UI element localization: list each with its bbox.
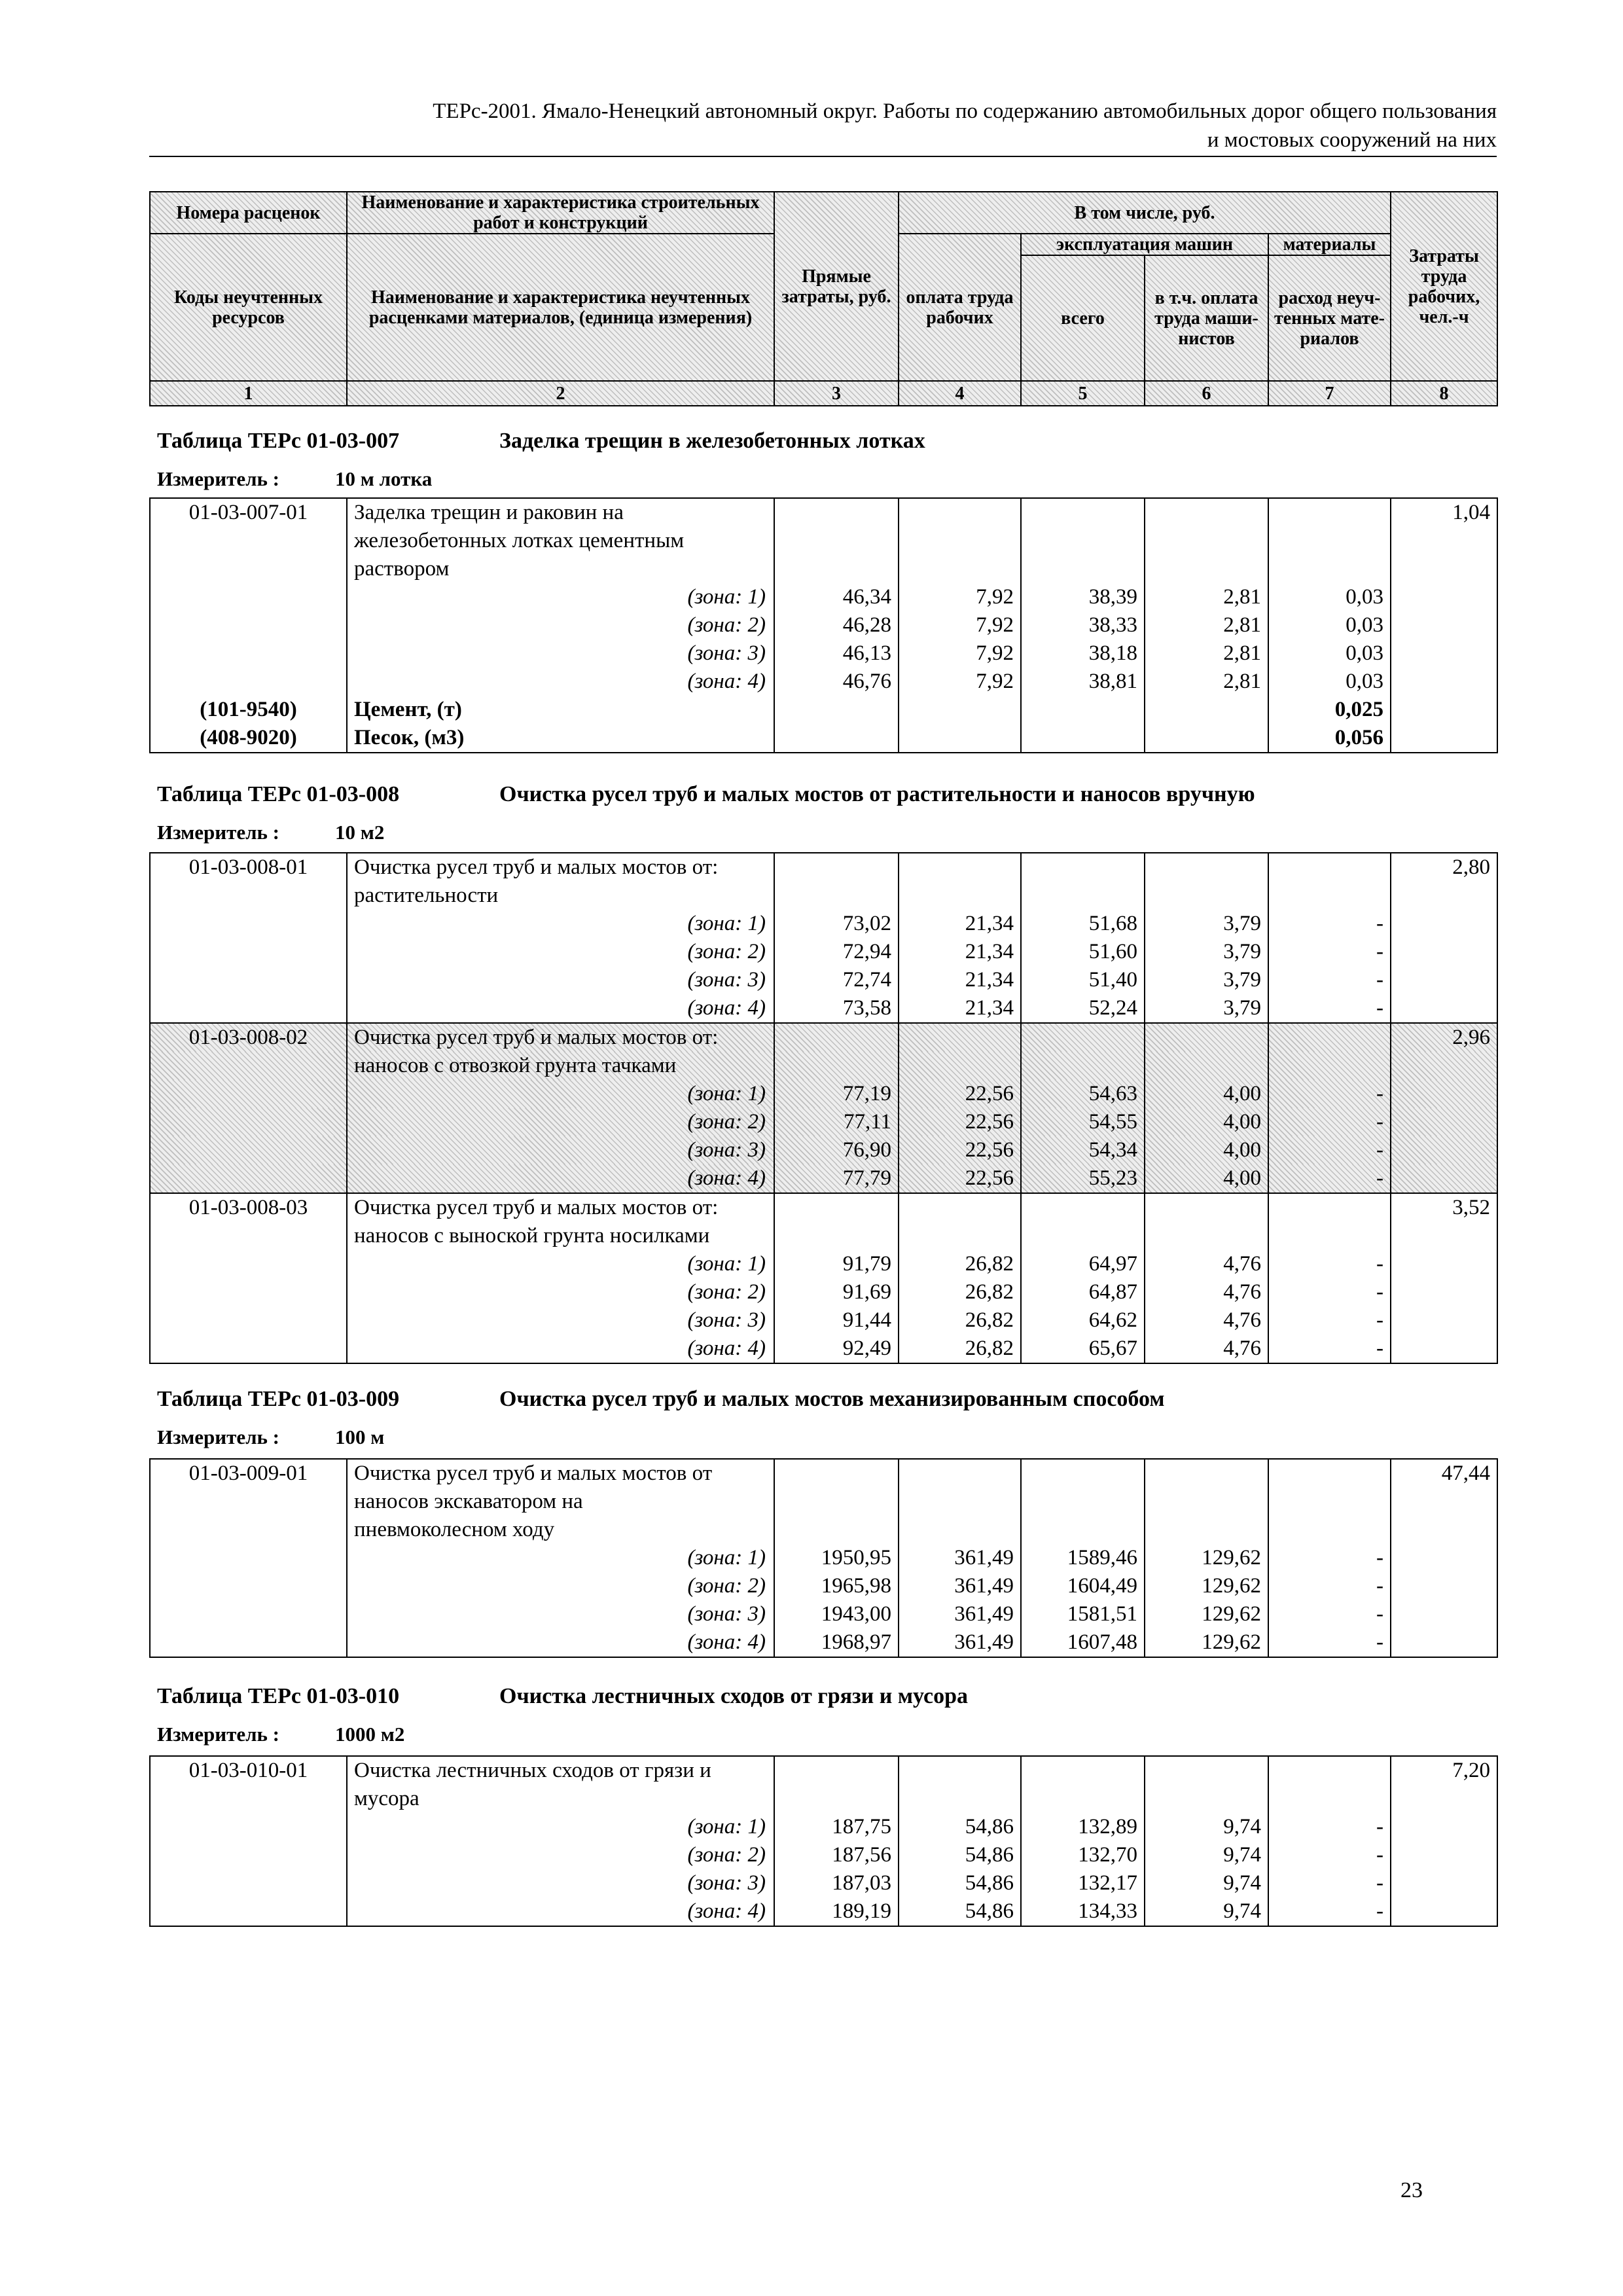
- zone-label: (зона: 3): [347, 1306, 774, 1335]
- direct-costs: 72,94: [774, 938, 899, 966]
- unaccounted-materials: 0,03: [1268, 639, 1391, 668]
- machine-total: 1581,51: [1021, 1600, 1145, 1628]
- resource-name: Цемент, (т): [347, 696, 774, 724]
- work-description: Заделка трещин и раковин на: [347, 498, 774, 527]
- work-description: железобетонных лотках цементным: [347, 527, 774, 555]
- direct-costs: 76,90: [774, 1136, 899, 1164]
- machine-total: 1607,48: [1021, 1628, 1145, 1657]
- direct-costs: 77,11: [774, 1108, 899, 1136]
- zone-label: (зона: 3): [347, 966, 774, 994]
- rate-code: 01-03-007-01: [150, 498, 347, 527]
- machine-total: 54,34: [1021, 1136, 1145, 1164]
- zone-label: (зона: 4): [347, 668, 774, 696]
- machine-total: 51,40: [1021, 966, 1145, 994]
- labor-costs: 2,80: [1391, 853, 1497, 882]
- table-meter: [157, 1426, 384, 1449]
- zone-label: (зона: 4): [347, 1164, 774, 1193]
- work-description: Очистка русел труб и малых мостов от: [347, 1459, 774, 1488]
- labor-pay: 7,92: [899, 611, 1021, 639]
- labor-pay: 21,34: [899, 910, 1021, 938]
- table-row: [150, 583, 1497, 611]
- table-row: [150, 966, 1497, 994]
- col-machine-total: всего: [1021, 255, 1145, 381]
- table-meter: [157, 1723, 404, 1746]
- table-title: [157, 781, 1255, 808]
- machine-total: 64,62: [1021, 1306, 1145, 1335]
- unaccounted-materials: 0,03: [1268, 668, 1391, 696]
- zone-label: (зона: 2): [347, 1108, 774, 1136]
- work-description: мусора: [347, 1785, 774, 1813]
- labor-pay: 21,34: [899, 938, 1021, 966]
- labor-pay: 7,92: [899, 668, 1021, 696]
- unaccounted-materials: 0,03: [1268, 583, 1391, 611]
- machinist-pay: 2,81: [1145, 611, 1268, 639]
- table-title-text: Заделка трещин в железобетонных лотках: [499, 429, 925, 453]
- table-meter: [157, 467, 432, 491]
- rates-table: [149, 497, 1498, 753]
- machine-total: 1589,46: [1021, 1544, 1145, 1572]
- table-row: [150, 1488, 1497, 1516]
- table-title: [157, 1386, 1165, 1412]
- rate-code: 01-03-008-03: [150, 1193, 347, 1222]
- table-row: [150, 668, 1497, 696]
- unaccounted-materials: -: [1268, 1080, 1391, 1108]
- direct-costs: 187,56: [774, 1841, 899, 1869]
- labor-pay: 26,82: [899, 1335, 1021, 1363]
- direct-costs: 91,44: [774, 1306, 899, 1335]
- labor-pay: 361,49: [899, 1600, 1021, 1628]
- direct-costs: 187,75: [774, 1813, 899, 1841]
- direct-costs: 46,28: [774, 611, 899, 639]
- labor-pay: 54,86: [899, 1897, 1021, 1926]
- machinist-pay: 4,76: [1145, 1306, 1268, 1335]
- table-meter: [157, 821, 384, 844]
- table-row: [150, 1756, 1497, 1785]
- labor-costs: 47,44: [1391, 1459, 1497, 1488]
- direct-costs: 73,02: [774, 910, 899, 938]
- zone-label: (зона: 4): [347, 994, 774, 1023]
- machinist-pay: 9,74: [1145, 1897, 1268, 1926]
- direct-costs: 1965,98: [774, 1572, 899, 1600]
- table-row: [150, 1516, 1497, 1544]
- zone-label: (зона: 2): [347, 611, 774, 639]
- unaccounted-materials: -: [1268, 1572, 1391, 1600]
- table-row: [150, 1813, 1497, 1841]
- direct-costs: 91,69: [774, 1278, 899, 1306]
- meter-value: 100 м: [335, 1426, 385, 1448]
- zone-label: (зона: 1): [347, 583, 774, 611]
- meter-value: 10 м лотка: [335, 467, 433, 490]
- table-row: [150, 1335, 1497, 1363]
- unaccounted-materials: -: [1268, 1335, 1391, 1363]
- machine-total: 38,18: [1021, 639, 1145, 668]
- table-row: [150, 1785, 1497, 1813]
- resource-quantity: 0,056: [1268, 724, 1391, 753]
- machine-total: 54,63: [1021, 1080, 1145, 1108]
- direct-costs: 92,49: [774, 1335, 899, 1363]
- unaccounted-materials: -: [1268, 1628, 1391, 1657]
- table-label: Таблица ТЕРс 01-03-008: [157, 782, 400, 806]
- table-row: [150, 1628, 1497, 1657]
- table-row: [150, 1600, 1497, 1628]
- machine-total: 54,55: [1021, 1108, 1145, 1136]
- labor-pay: 22,56: [899, 1136, 1021, 1164]
- machine-total: 64,97: [1021, 1250, 1145, 1278]
- labor-costs: 3,52: [1391, 1193, 1497, 1222]
- unaccounted-materials: -: [1268, 1841, 1391, 1869]
- zone-label: (зона: 3): [347, 1136, 774, 1164]
- labor-pay: 54,86: [899, 1841, 1021, 1869]
- machinist-pay: 3,79: [1145, 966, 1268, 994]
- machine-total: 134,33: [1021, 1897, 1145, 1926]
- table-row: [150, 1222, 1497, 1250]
- direct-costs: 72,74: [774, 966, 899, 994]
- direct-costs: 46,13: [774, 639, 899, 668]
- direct-costs: 1950,95: [774, 1544, 899, 1572]
- rate-code: 01-03-008-01: [150, 853, 347, 882]
- zone-label: (зона: 1): [347, 1813, 774, 1841]
- col-rate-numbers: Номера расценок: [150, 192, 347, 234]
- col-number-3: 3: [774, 381, 899, 406]
- table-row: [150, 1869, 1497, 1897]
- table-row: [150, 938, 1497, 966]
- col-work-name: Наименование и характеристика строительных работ и конструкций: [347, 192, 774, 234]
- table-label: Таблица ТЕРс 01-03-009: [157, 1387, 400, 1411]
- table-row: [150, 853, 1497, 882]
- col-unaccounted-materials: расход неуч-тенных мате-риалов: [1268, 255, 1391, 381]
- col-machinist-pay: в т.ч. оплата труда маши-нистов: [1145, 255, 1268, 381]
- direct-costs: 1968,97: [774, 1628, 899, 1657]
- direct-costs: 46,76: [774, 668, 899, 696]
- labor-pay: 22,56: [899, 1080, 1021, 1108]
- work-description: Очистка русел труб и малых мостов от:: [347, 1023, 774, 1052]
- work-description: Очистка лестничных сходов от грязи и: [347, 1756, 774, 1785]
- work-description: Очистка русел труб и малых мостов от:: [347, 1193, 774, 1222]
- unaccounted-materials: -: [1268, 994, 1391, 1023]
- machine-total: 38,39: [1021, 583, 1145, 611]
- table-row: [150, 1544, 1497, 1572]
- work-description: Очистка русел труб и малых мостов от:: [347, 853, 774, 882]
- zone-label: (зона: 3): [347, 1600, 774, 1628]
- page-header-line-1: ТЕРс-2001. Ямало-Ненецкий автономный округ. Работы по содержанию автомобильных дорог общего пользования: [433, 99, 1497, 123]
- machine-total: 55,23: [1021, 1164, 1145, 1193]
- labor-pay: 361,49: [899, 1628, 1021, 1657]
- machinist-pay: 9,74: [1145, 1813, 1268, 1841]
- labor-pay: 22,56: [899, 1108, 1021, 1136]
- resource-name: Песок, (м3): [347, 724, 774, 753]
- table-row: [150, 1193, 1497, 1222]
- column-header-table: [149, 191, 1498, 406]
- machinist-pay: 129,62: [1145, 1628, 1268, 1657]
- col-labor-pay: оплата труда рабочих: [899, 234, 1021, 381]
- col-number-4: 4: [899, 381, 1021, 406]
- col-number-7: 7: [1268, 381, 1391, 406]
- unaccounted-materials: -: [1268, 1600, 1391, 1628]
- zone-label: (зона: 1): [347, 1080, 774, 1108]
- rate-code: 01-03-009-01: [150, 1459, 347, 1488]
- labor-pay: 26,82: [899, 1250, 1021, 1278]
- machinist-pay: 129,62: [1145, 1572, 1268, 1600]
- zone-label: (зона: 4): [347, 1897, 774, 1926]
- meter-label: Измеритель :: [157, 1723, 279, 1746]
- table-row: [150, 1459, 1497, 1488]
- table-row: [150, 498, 1497, 527]
- table-row: [150, 724, 1497, 753]
- machinist-pay: 2,81: [1145, 639, 1268, 668]
- table-title: [157, 428, 925, 454]
- machinist-pay: 4,00: [1145, 1080, 1268, 1108]
- labor-pay: 361,49: [899, 1572, 1021, 1600]
- machine-total: 51,68: [1021, 910, 1145, 938]
- table-row: [150, 1052, 1497, 1080]
- col-direct-costs: Прямые затраты, руб.: [774, 192, 899, 381]
- direct-costs: 189,19: [774, 1897, 899, 1926]
- col-number-8: 8: [1391, 381, 1497, 406]
- machinist-pay: 2,81: [1145, 583, 1268, 611]
- machinist-pay: 129,62: [1145, 1600, 1268, 1628]
- meter-label: Измеритель :: [157, 467, 279, 490]
- rates-table: [149, 852, 1498, 1364]
- labor-costs: 2,96: [1391, 1023, 1497, 1052]
- direct-costs: 73,58: [774, 994, 899, 1023]
- rate-code: 01-03-010-01: [150, 1756, 347, 1785]
- work-description: наносов с отвозкой грунта тачками: [347, 1052, 774, 1080]
- direct-costs: 46,34: [774, 583, 899, 611]
- machine-total: 65,67: [1021, 1335, 1145, 1363]
- table-label: Таблица ТЕРс 01-03-007: [157, 429, 400, 453]
- machinist-pay: 4,00: [1145, 1136, 1268, 1164]
- table-row: [150, 1841, 1497, 1869]
- table-row: [150, 1108, 1497, 1136]
- rates-table: [149, 1458, 1498, 1658]
- work-description: раствором: [347, 555, 774, 583]
- resource-code: (408-9020): [150, 724, 347, 753]
- table-row: [150, 1897, 1497, 1926]
- page-number: 23: [1400, 2178, 1423, 2202]
- labor-pay: 7,92: [899, 639, 1021, 668]
- machine-total: 132,89: [1021, 1813, 1145, 1841]
- table-row: [150, 1164, 1497, 1193]
- resource-code: (101-9540): [150, 696, 347, 724]
- table-label: Таблица ТЕРс 01-03-010: [157, 1684, 400, 1708]
- zone-label: (зона: 3): [347, 1869, 774, 1897]
- machinist-pay: 4,76: [1145, 1278, 1268, 1306]
- machine-total: 132,70: [1021, 1841, 1145, 1869]
- table-row: [150, 1306, 1497, 1335]
- unaccounted-materials: -: [1268, 938, 1391, 966]
- unaccounted-materials: 0,03: [1268, 611, 1391, 639]
- table-row: [150, 1023, 1497, 1052]
- work-description: наносов с выноской грунта носилками: [347, 1222, 774, 1250]
- meter-label: Измеритель :: [157, 821, 279, 844]
- unaccounted-materials: -: [1268, 1869, 1391, 1897]
- machinist-pay: 3,79: [1145, 910, 1268, 938]
- unaccounted-materials: -: [1268, 1278, 1391, 1306]
- labor-pay: 26,82: [899, 1306, 1021, 1335]
- work-description: пневмоколесном ходу: [347, 1516, 774, 1544]
- rate-code: 01-03-008-02: [150, 1023, 347, 1052]
- labor-pay: 7,92: [899, 583, 1021, 611]
- labor-costs: 1,04: [1391, 498, 1497, 527]
- direct-costs: 91,79: [774, 1250, 899, 1278]
- zone-label: (зона: 4): [347, 1335, 774, 1363]
- machinist-pay: 3,79: [1145, 938, 1268, 966]
- zone-label: (зона: 2): [347, 1841, 774, 1869]
- col-including: В том числе, руб.: [899, 192, 1391, 234]
- page-header-line-2: и мостовых сооружений на них: [1207, 128, 1497, 152]
- work-description: растительности: [347, 882, 774, 910]
- resource-quantity: 0,025: [1268, 696, 1391, 724]
- labor-pay: 21,34: [899, 966, 1021, 994]
- table-row: [150, 1572, 1497, 1600]
- machine-total: 132,17: [1021, 1869, 1145, 1897]
- col-number-6: 6: [1145, 381, 1268, 406]
- machine-total: 64,87: [1021, 1278, 1145, 1306]
- unaccounted-materials: -: [1268, 1136, 1391, 1164]
- work-description: наносов экскаватором на: [347, 1488, 774, 1516]
- table-row: [150, 1136, 1497, 1164]
- table-title-text: Очистка лестничных сходов от грязи и мусора: [499, 1684, 968, 1708]
- meter-value: 1000 м2: [335, 1723, 405, 1746]
- table-row: [150, 639, 1497, 668]
- table-row: [150, 696, 1497, 724]
- labor-pay: 26,82: [899, 1278, 1021, 1306]
- header-rule: [149, 156, 1497, 157]
- table-row: [150, 1278, 1497, 1306]
- table-row: [150, 882, 1497, 910]
- col-number-2: 2: [347, 381, 774, 406]
- zone-label: (зона: 2): [347, 1278, 774, 1306]
- machine-total: 52,24: [1021, 994, 1145, 1023]
- unaccounted-materials: -: [1268, 1897, 1391, 1926]
- labor-pay: 54,86: [899, 1813, 1021, 1841]
- table-title-text: Очистка русел труб и малых мостов механизированным способом: [499, 1387, 1165, 1411]
- direct-costs: 1943,00: [774, 1600, 899, 1628]
- table-row: [150, 1080, 1497, 1108]
- table-row: [150, 527, 1497, 555]
- col-materials: материалы: [1268, 234, 1391, 255]
- machinist-pay: 4,00: [1145, 1108, 1268, 1136]
- unaccounted-materials: -: [1268, 966, 1391, 994]
- col-labor-costs: Затраты труда рабочих, чел.-ч: [1391, 192, 1497, 381]
- machinist-pay: 4,76: [1145, 1335, 1268, 1363]
- col-resource-codes: Коды неучтенных ресурсов: [150, 234, 347, 381]
- zone-label: (зона: 2): [347, 1572, 774, 1600]
- machinist-pay: 2,81: [1145, 668, 1268, 696]
- table-row: [150, 1250, 1497, 1278]
- direct-costs: 187,03: [774, 1869, 899, 1897]
- machinist-pay: 3,79: [1145, 994, 1268, 1023]
- unaccounted-materials: -: [1268, 1306, 1391, 1335]
- zone-label: (зона: 2): [347, 938, 774, 966]
- unaccounted-materials: -: [1268, 1108, 1391, 1136]
- machinist-pay: 4,00: [1145, 1164, 1268, 1193]
- unaccounted-materials: -: [1268, 1250, 1391, 1278]
- machinist-pay: 9,74: [1145, 1841, 1268, 1869]
- labor-pay: 22,56: [899, 1164, 1021, 1193]
- machine-total: 51,60: [1021, 938, 1145, 966]
- col-number-1: 1: [150, 381, 347, 406]
- direct-costs: 77,19: [774, 1080, 899, 1108]
- table-title: [157, 1683, 968, 1710]
- unaccounted-materials: -: [1268, 1544, 1391, 1572]
- machine-total: 38,33: [1021, 611, 1145, 639]
- unaccounted-materials: -: [1268, 1813, 1391, 1841]
- table-title-text: Очистка русел труб и малых мостов от растительности и наносов вручную: [499, 782, 1255, 806]
- labor-costs: 7,20: [1391, 1756, 1497, 1785]
- machinist-pay: 4,76: [1145, 1250, 1268, 1278]
- labor-pay: 361,49: [899, 1544, 1021, 1572]
- meter-label: Измеритель :: [157, 1426, 279, 1448]
- labor-pay: 54,86: [899, 1869, 1021, 1897]
- zone-label: (зона: 1): [347, 1250, 774, 1278]
- machinist-pay: 9,74: [1145, 1869, 1268, 1897]
- machine-total: 1604,49: [1021, 1572, 1145, 1600]
- meter-value: 10 м2: [335, 821, 385, 844]
- table-row: [150, 555, 1497, 583]
- table-row: [150, 910, 1497, 938]
- direct-costs: 77,79: [774, 1164, 899, 1193]
- col-number-5: 5: [1021, 381, 1145, 406]
- zone-label: (зона: 4): [347, 1628, 774, 1657]
- zone-label: (зона: 3): [347, 639, 774, 668]
- machine-total: 38,81: [1021, 668, 1145, 696]
- unaccounted-materials: -: [1268, 910, 1391, 938]
- col-material-name: Наименование и характеристика неучтенных расценками материалов, (единица измерения): [347, 234, 774, 381]
- machinist-pay: 129,62: [1145, 1544, 1268, 1572]
- table-row: [150, 611, 1497, 639]
- zone-label: (зона: 1): [347, 910, 774, 938]
- labor-pay: 21,34: [899, 994, 1021, 1023]
- col-machine-operation: эксплуатация машин: [1021, 234, 1268, 255]
- unaccounted-materials: -: [1268, 1164, 1391, 1193]
- rates-table: [149, 1755, 1498, 1927]
- table-row: [150, 994, 1497, 1023]
- zone-label: (зона: 1): [347, 1544, 774, 1572]
